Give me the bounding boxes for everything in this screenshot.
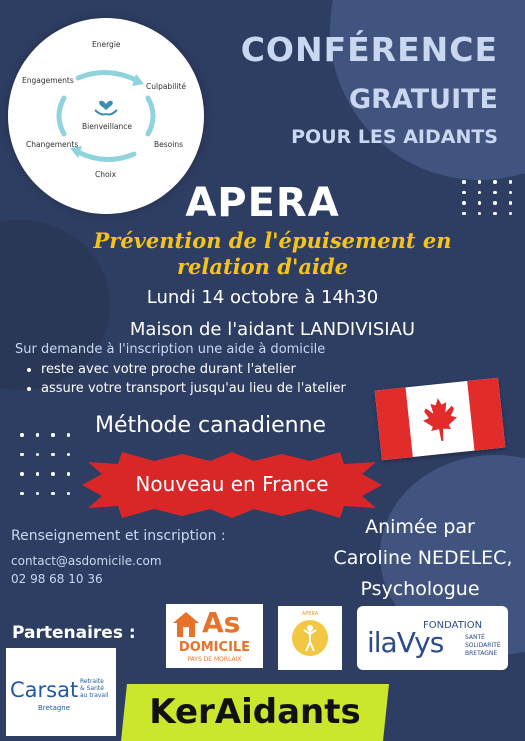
house-icon bbox=[172, 610, 200, 638]
carsat-region: Bretagne bbox=[38, 704, 71, 712]
decor-dots-left bbox=[20, 433, 70, 495]
carsat-logo bbox=[6, 648, 116, 736]
carsat-tag2: & Santé bbox=[80, 685, 104, 692]
host-name: Caroline NEDELEC, bbox=[333, 547, 513, 569]
asdomicile-logo bbox=[166, 604, 263, 668]
keraidants-text: KerAidants bbox=[149, 692, 361, 732]
ilvys-logo bbox=[357, 606, 508, 670]
label-besoins: Besoins bbox=[154, 140, 184, 149]
hands-heart-icon bbox=[93, 94, 119, 118]
canada-flag bbox=[375, 378, 506, 461]
host-intro: Animée par bbox=[365, 516, 475, 538]
host-title: Psychologue bbox=[360, 578, 480, 600]
event-place: Maison de l'aidant LANDIVISIAU bbox=[129, 319, 416, 340]
carsat-tag3: au travail bbox=[80, 692, 109, 699]
ilvys-tag3: BRETAGNE bbox=[465, 650, 498, 657]
label-culpabilite: Culpabilité bbox=[146, 82, 186, 91]
contact-title: Renseignement et inscription : bbox=[11, 528, 226, 544]
label-choix: Choix bbox=[95, 170, 117, 179]
ilvys-fondation: FONDATION bbox=[423, 620, 483, 631]
label-engagements: Engagements bbox=[22, 76, 74, 85]
event-subtitle-line2: relation d'aide bbox=[176, 254, 348, 279]
header-aidants: POUR LES AIDANTS bbox=[291, 126, 498, 148]
header-gratuite: GRATUITE bbox=[348, 84, 498, 115]
maple-leaf-icon bbox=[420, 394, 461, 444]
asdomicile-domicile: DOMICILE bbox=[178, 640, 251, 655]
event-date: Lundi 14 octobre à 14h30 bbox=[146, 287, 379, 308]
ilvys-tag1: SANTÉ bbox=[465, 634, 485, 641]
partners-title: Partenaires : bbox=[12, 623, 136, 643]
ilvys-tag2: SOLIDARITÉ bbox=[465, 642, 501, 649]
header-conference: CONFÉRENCE bbox=[240, 30, 498, 69]
event-name: APERA bbox=[185, 180, 340, 226]
label-energie: Energie bbox=[92, 40, 121, 49]
contact-email[interactable]: contact@asdomicile.com bbox=[11, 554, 162, 568]
carsat-name: Carsat bbox=[10, 678, 79, 702]
label-bienveillance: Bienveillance bbox=[82, 122, 132, 131]
contact-phone: 02 98 68 10 36 bbox=[11, 572, 103, 586]
event-subtitle-line1: Prévention de l'épuisement en bbox=[93, 228, 452, 253]
method-label: Méthode canadienne bbox=[95, 413, 327, 438]
label-changements: Changements bbox=[26, 140, 79, 149]
ilvys-name: ilaVys bbox=[367, 626, 444, 659]
asdomicile-as: As bbox=[202, 606, 241, 639]
carsat-tag1: Retraite bbox=[80, 678, 104, 685]
assistance-item: • assure votre transport jusqu'au lieu de l'atelier bbox=[41, 379, 346, 398]
assistance-item: • reste avec votre proche durant l'atelier bbox=[41, 360, 346, 379]
apera-logo-text: APERA bbox=[301, 611, 319, 617]
badge-text: Nouveau en France bbox=[135, 472, 329, 496]
person-icon bbox=[302, 624, 318, 652]
assistance-list bbox=[28, 360, 346, 398]
asdomicile-region: PAYS DE MORLAIX bbox=[187, 656, 242, 663]
assistance-intro: Sur demande à l'inscription une aide à domicile bbox=[15, 342, 326, 357]
apera-logo bbox=[278, 606, 342, 670]
